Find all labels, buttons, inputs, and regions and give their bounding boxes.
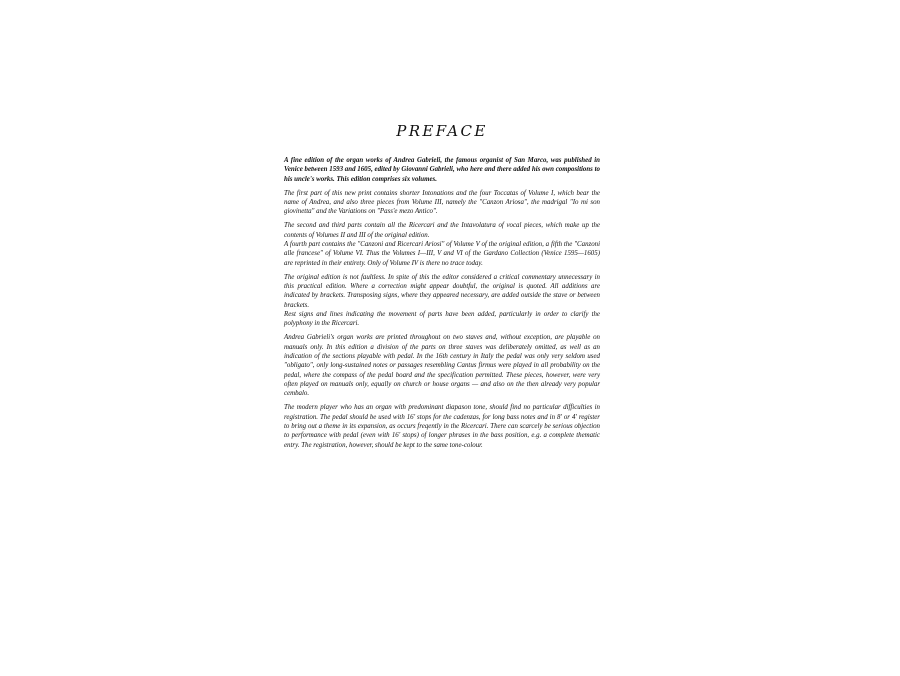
paragraph-4: A fourth part contains the "Canzoni and Ricercari Ariosi" of Volume V of the original edition, a fifth the "Canzoni alle francese" of Volume VI. Thus the Volumes I—III, V and VI of the Gardano Collection (Venice 1595—1605) are reprinted in their entirety. Only of Volume IV is there no trace today. bbox=[284, 240, 600, 267]
paragraph-5: The original edition is not faultless. In spite of this the editor considered a critical commentary unnecessary in this practical edition. Where a correction might appear doubtful, the original is quoted. All additions are indicated by brackets. Transposing signs, where they appeared necessary, are added outside the stave or between brackets. bbox=[284, 273, 600, 309]
paragraph-7: Andrea Gabrieli's organ works are printed throughout on two staves and, without exception, are playable on manuals only. In this edition a division of the parts on three staves was deliberately omitted, as well as an indication of the sections playable with pedal. In the 16th century in Italy the pedal was only very seldom used "obligato", only long-sustained notes or passages resembling Cantus firmus were played in all probability on the pedal, where the compass of the pedal board and the specification permitted. These pieces, however, were very often played on manuals only, equally on church or house organs — and also on the then already very popular cembalo. bbox=[284, 334, 600, 398]
paragraph-1: A fine edition of the organ works of Andrea Gabrieli, the famous organist of San Marco, was published in Venice between 1593 and 1605, edited by Giovanni Gabrieli, who here and there added his own compositions to his uncle's works. This edition comprises six volumes. bbox=[284, 157, 600, 183]
paragraph-2: The first part of this new print contains shorter Intonations and the four Toccatas of Volume I, which bear the name of Andrea, and also three pieces from Volume III, namely the "Canzon Ariosa", the madrigal "Io mi son giovinetta" and the Variations on "Pass'e mezo Antico". bbox=[284, 189, 600, 216]
paragraph-6: Rest signs and lines indicating the movement of parts have been added, particularly in order to clarify the polyphony in the Ricercari. bbox=[284, 310, 600, 328]
paragraph-3: The second and third parts contain all the Ricercari and the Intavolatura of vocal pieces, which make up the contents of Volumes II and III of the original edition. bbox=[284, 222, 600, 239]
preface-page bbox=[284, 122, 600, 455]
page-title: PREFACE bbox=[396, 122, 488, 140]
paragraph-8: The modern player who has an organ with predominant diapason tone, should find no particular difficulties in registration. The pedal should be used with 16' stops for the cadenzas, for long bass notes and in 8' or 4' register to bring out a theme in its expansion, as occurs freqently in the Ricercari. There can scarcely be serious objection to performance with pedal (even with 16' stops) of longer phrases in the bass position, e.g. a complete thematic entry. The registration, however, should be kept to the same tone-colour. bbox=[284, 404, 600, 449]
